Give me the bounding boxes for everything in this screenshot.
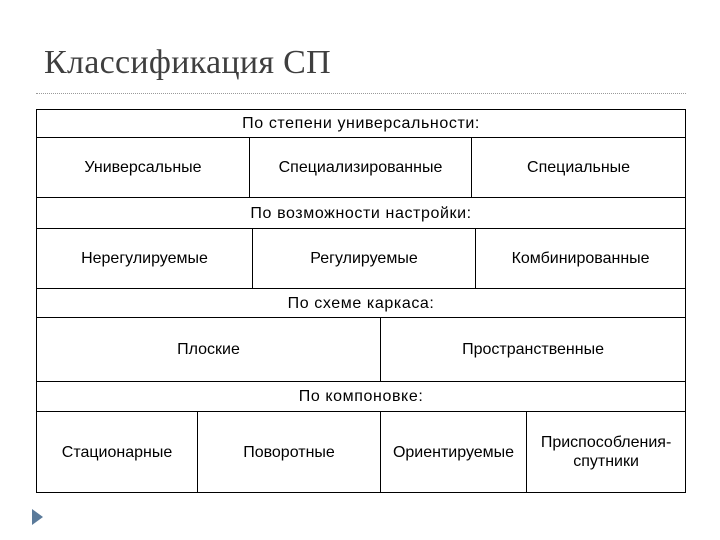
category-cell: Специальные [472,138,686,198]
category-cell: Приспособления-спутники [527,412,686,493]
title-divider [36,93,686,94]
group-heading-adjustability: По возможности настройки: [37,198,686,229]
category-cell: Поворотные [198,412,381,493]
group-heading-universality: По степени универсальности: [37,110,686,138]
category-cell: Пространственные [381,318,686,382]
category-cell: Стационарные [37,412,198,493]
category-row [37,412,686,493]
bullet-triangle-icon [32,509,43,525]
group-heading-frame-scheme: По схеме каркаса: [37,289,686,318]
classification-table [36,109,686,493]
group-heading-layout: По компоновке: [37,382,686,412]
category-cell: Ориентируемые [381,412,527,493]
group-heading-row [37,382,686,412]
category-cell: Комбинированные [476,229,686,289]
category-row [37,318,686,382]
slide-title: Классификация СП [44,44,331,81]
group-heading-row [37,110,686,138]
category-cell: Нерегулируемые [37,229,253,289]
category-cell: Плоские [37,318,381,382]
category-cell: Специализированные [250,138,472,198]
category-row [37,229,686,289]
group-heading-row [37,198,686,229]
category-cell: Регулируемые [253,229,476,289]
category-cell: Универсальные [37,138,250,198]
category-row [37,138,686,198]
group-heading-row [37,289,686,318]
